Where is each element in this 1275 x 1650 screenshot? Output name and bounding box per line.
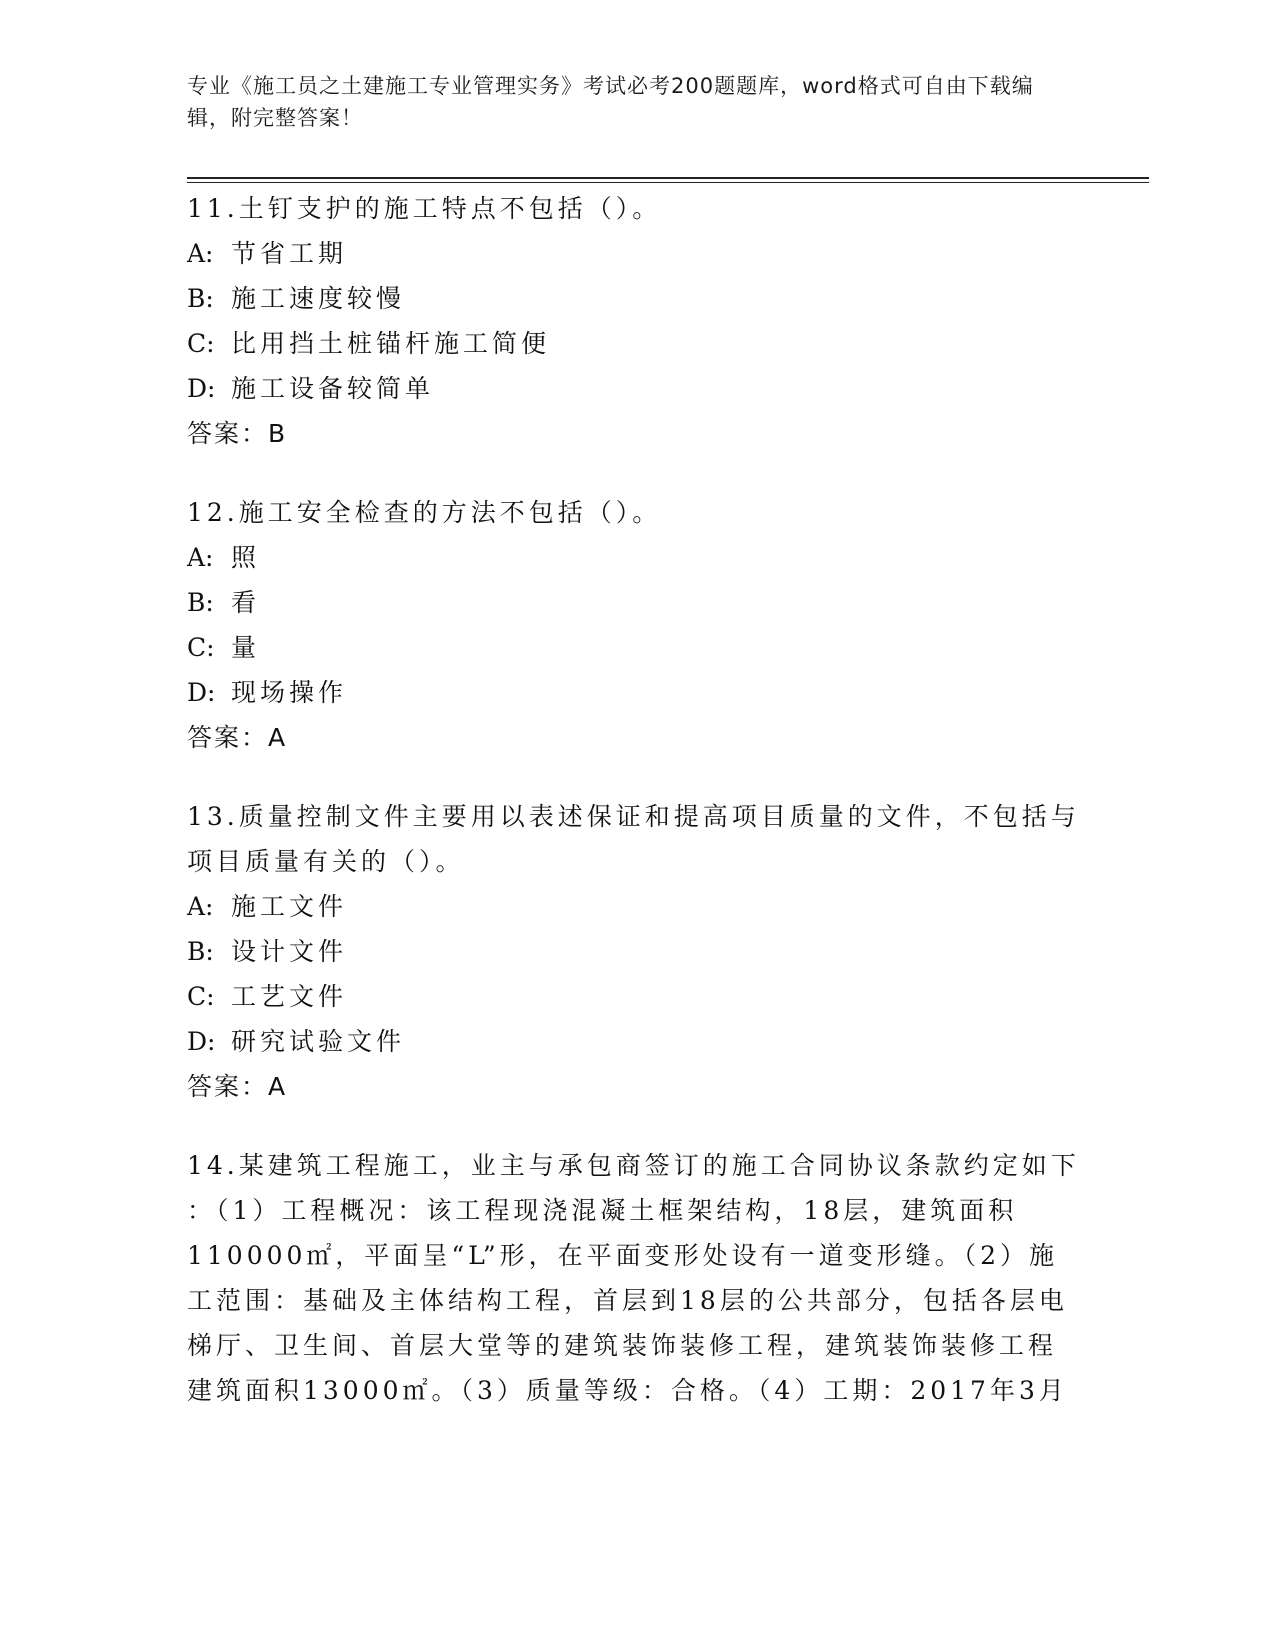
document-header: 专业《施工员之土建施工专业管理实务》考试必考200题题库，word格式可自由下载编辑，附完整答案！ xyxy=(187,74,1034,130)
question-11 xyxy=(187,186,1077,456)
option-d: D: 现场操作 xyxy=(187,678,348,707)
option-d: D: 研究试验文件 xyxy=(187,1027,406,1056)
option-a: A: 施工文件 xyxy=(187,892,348,921)
question-list xyxy=(187,186,1080,1447)
question-stem-line-4: 工范围：基础及主体结构工程，首层到18层的公共部分，包括各层电 xyxy=(187,1286,1068,1315)
question-stem-line-2: 项目质量有关的（）。 xyxy=(187,847,465,876)
question-stem-line-3: 110000㎡，平面呈“L”形，在平面变形处设有一道变形缝。（2）施 xyxy=(187,1241,1059,1270)
question-12 xyxy=(187,490,1077,760)
option-b: B: 看 xyxy=(187,588,261,617)
option-c: C: 比用挡土桩锚杆施工简便 xyxy=(187,329,551,358)
question-stem: 11.土钉支护的施工特点不包括（）。 xyxy=(187,194,662,223)
option-b: B: 设计文件 xyxy=(187,937,348,966)
option-a: A: 节省工期 xyxy=(187,239,348,268)
answer-text: 答案：B xyxy=(187,419,288,448)
option-a: A: 照 xyxy=(187,543,261,572)
question-stem: 12.施工安全检查的方法不包括（）。 xyxy=(187,498,662,527)
header-divider xyxy=(187,177,1149,179)
question-stem-line-2: ：（1）工程概况：该工程现浇混凝土框架结构，18层，建筑面积 xyxy=(187,1196,1018,1225)
option-c: C: 量 xyxy=(187,633,261,662)
option-b: B: 施工速度较慢 xyxy=(187,284,406,313)
question-stem-line-1: 13.质量控制文件主要用以表述保证和提高项目质量的文件，不包括与 xyxy=(187,802,1080,831)
question-14 xyxy=(187,1143,1080,1413)
question-13 xyxy=(187,794,1080,1109)
answer-text: 答案：A xyxy=(187,723,288,752)
question-stem-line-5: 梯厅、卫生间、首层大堂等的建筑装饰装修工程，建筑装饰装修工程 xyxy=(187,1331,1058,1360)
question-stem-line-6: 建筑面积13000㎡。（3）质量等级：合格。（4）工期：2017年3月 xyxy=(187,1376,1068,1405)
option-c: C: 工艺文件 xyxy=(187,982,348,1011)
header-divider-thin xyxy=(187,182,1149,183)
question-stem-line-1: 14.某建筑工程施工，业主与承包商签订的施工合同协议条款约定如下 xyxy=(187,1151,1080,1180)
answer-text: 答案：A xyxy=(187,1072,288,1101)
option-d: D: 施工设备较简单 xyxy=(187,374,435,403)
